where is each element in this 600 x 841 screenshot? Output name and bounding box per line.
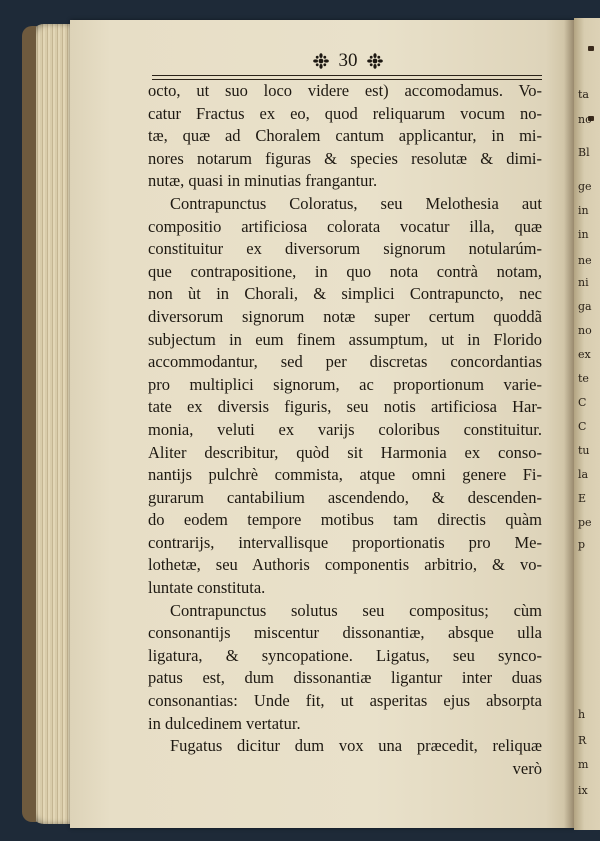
text-line: diversorum signorum notæ super certum quoddã [148,306,542,326]
text-line: nantijs pulchrè commista, atque omni genere Fi- [148,465,542,485]
facing-page-fragment: C [578,396,587,409]
text-line: Contrapunctus solutus seu compositus; cùm [170,600,542,620]
facing-page-fragment: tu [578,444,590,457]
facing-page-fragment: ga [578,300,592,313]
facing-page-fragment: ni [578,276,589,289]
text-line: catur Fractus ex eo, quod reliquarum vocum no- [148,103,542,123]
text-line: do eodem tempore motibus tam directis quàm [148,510,542,530]
text-line: contrarijs, intervallisque proportionatis pro Me- [148,532,542,552]
text-line: patus est, dum dissonantiæ ligantur inter duas [148,668,542,688]
facing-page-fragment: C [578,420,587,433]
facing-page-fragment: pe [578,516,592,529]
page-header [152,50,544,76]
body-text [148,80,542,780]
facing-page-fragment: in [578,204,589,217]
facing-page-fragment: ix [578,784,588,797]
text-line: que contrapositione, in quo nota contrà notam, [148,261,542,281]
facing-page-fragment: R [578,734,587,747]
facing-page-edge [574,18,600,830]
text-line: octo, ut suo loco videre est) accomodamus. Vo- [148,81,542,100]
facing-page-fragment: p [578,538,586,551]
facing-page-fragment: h [578,708,586,721]
text-line: pro multiplici signorum, ac proportionum varie- [148,374,542,394]
text-line: lothetæ, seu Authoris componentis arbitrio, & vo- [148,555,542,575]
text-line: non ùt in Chorali, & simplici Contrapuncto, nec [148,284,542,304]
text-line: subjectum in eum finem assumptum, ut in Florido [148,329,542,349]
facing-page-fragment: te [578,372,589,385]
facing-page-fragment: ge [578,180,592,193]
text-line: gurarum cantabilium ascendendo, & descenden- [148,487,542,507]
text-line: consonantijs miscentur dissonantiæ, absque ulla [148,623,542,643]
text-line: nutæ, quasi in minutias frangantur. [148,171,378,191]
text-line: monia, veluti ex varijs coloribus constituitur. [148,419,542,439]
text-line: in dulcedinem vertatur. [148,713,301,733]
text-line: Fugatus dicitur dum vox una præcedit, reliquæ [170,736,542,756]
book-gutter [564,20,574,828]
text-line: Contrapunctus Coloratus, seu Melothesia aut [170,193,542,213]
facing-page-fragment: Bl [578,146,590,159]
text-line: nores notarum figuras & species resolutæ & dimi- [148,148,542,168]
facing-page-fragment: m [578,758,589,771]
text-line: Aliter describitur, quòd sit Harmonia ex conso- [148,442,542,462]
page-number: 30 [338,50,358,71]
facing-page-fragment: la [578,468,589,481]
facing-page-fragment: no [578,113,592,126]
text-line: tate ex diversis figuris, seu notis artificiosa Har- [148,397,542,417]
text-line: constituitur ex diversorum signorum notularúm- [148,239,542,259]
flower-ornament-icon [367,53,383,69]
text-line: tæ, quæ ad Choralem cantum applicantur, in mi- [148,126,542,146]
facing-page-fragment: ne [578,254,592,267]
facing-page-fragment: ta [578,88,589,101]
text-line: consonantias: Unde fit, ut asperitas ejus absorpta [148,691,542,711]
text-line: compositio artificiosa colorata vocatur illa, quæ [148,216,542,236]
text-line: ligatura, & syncopatione. Ligatus, seu synco- [148,645,542,665]
facing-page-fragment: ex [578,348,591,361]
ink-mark [588,46,594,51]
flower-ornament-icon [313,53,329,69]
facing-page-fragment: E [578,492,587,505]
facing-page-fragment: in [578,228,589,241]
catchword: verò [512,758,542,778]
text-line: accommodantur, sed per discretas concordantias [148,352,542,372]
text-line: luntate constituta. [148,578,266,598]
facing-page-fragment: no [578,324,592,337]
